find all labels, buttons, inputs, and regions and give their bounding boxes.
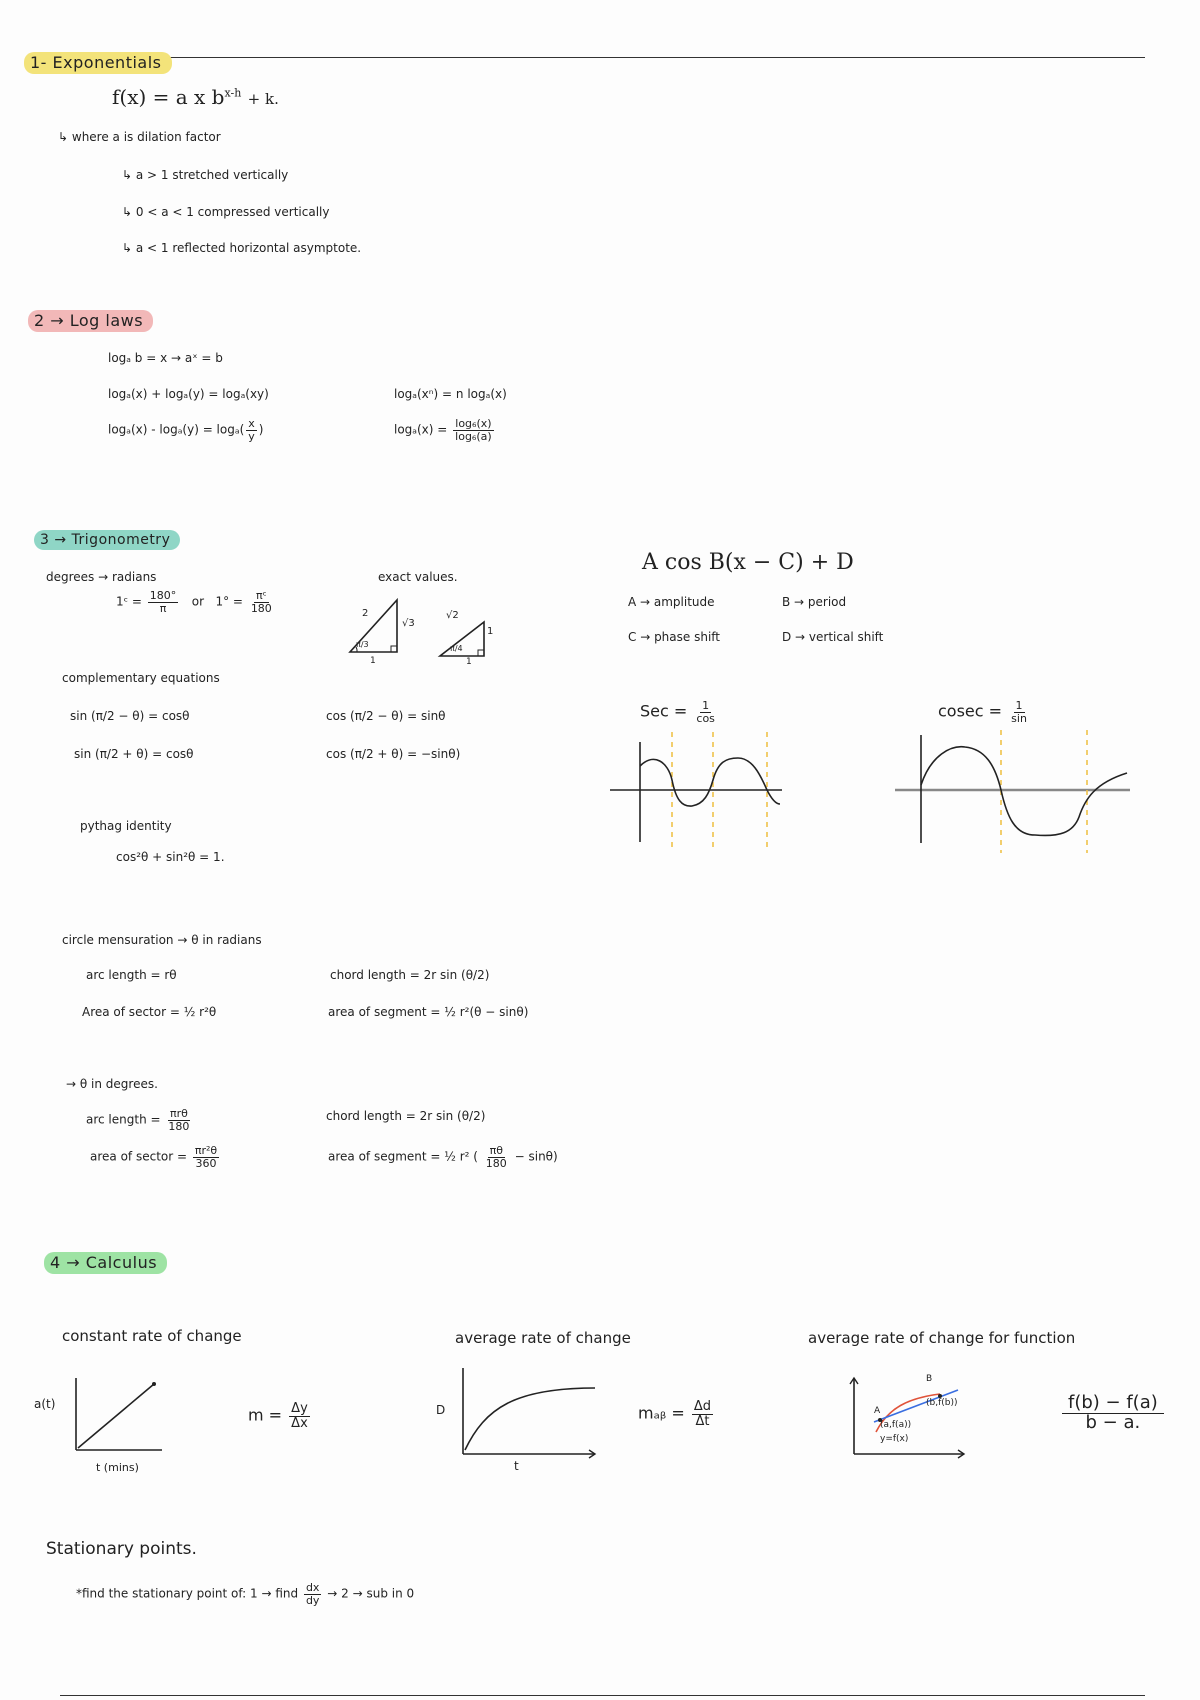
sec-num: 1 [702,699,710,712]
log-power-law: logₐ(xⁿ) = n logₐ(x) [394,387,507,401]
log-quotient-den: y [248,429,255,443]
sec-lhs: Sec = [640,701,688,721]
log-change-den: log₆(a) [455,429,492,443]
log-change-lhs: logₐ(x) = [394,422,448,437]
trig-conversions [116,590,276,614]
constant-rate-graph [70,1378,170,1456]
const-m-lhs: m = [248,1405,283,1425]
log-heading: 2 → Log laws [28,310,153,332]
bottom-rule [60,1695,1145,1696]
sector-deg-den: 360 [195,1156,217,1170]
avg-m-num: Δd [693,1399,712,1414]
chord-length-degrees: chord length = 2r sin (θ/2) [326,1109,486,1123]
sec-den: cos [696,711,715,725]
func-rate-heading: average rate of change for function [808,1329,1076,1347]
tri2-opp: 1 [487,626,494,637]
tri2-hyp: √2 [446,610,459,621]
cosec-frac [1009,700,1029,724]
avg-m-den: Δt [695,1413,710,1429]
exp-heading: 1- Exponentials [24,52,172,74]
func-rate-den: b − a. [1085,1411,1141,1433]
calc-heading: 4 → Calculus [44,1252,167,1274]
log-quotient-lhs: logₐ(x) - logₐ(y) = logₐ [108,422,240,437]
sector-deg-frac [193,1145,219,1169]
func-label-fa: (a,f(a)) [880,1420,912,1430]
log-change-frac [453,418,494,442]
const-x-label: t (mins) [96,1461,139,1474]
exp-item-3-text: a < 1 reflected horizontal asymptote. [135,241,362,255]
stationary-step-a: *find the stationary point of: 1 → find [76,1586,299,1601]
stationary-step-b: → 2 → sub in 0 [327,1586,415,1601]
tri1-hyp: 2 [362,608,369,619]
exp-formula-lhs: f(x) = a x b [112,85,225,109]
trig-general-form: A cos B(x − C) + D [642,550,854,575]
chord-length-radians: chord length = 2r sin (θ/2) [330,968,490,982]
avg-y-label: D [436,1403,446,1417]
func-rate-formula [1060,1394,1166,1433]
log-change-num: log₆(x) [455,417,492,430]
conv-or: or [191,594,205,609]
segment-deg-lhs: area of segment = ½ r² ( [328,1149,478,1164]
log-product-law: logₐ(x) + logₐ(y) = logₐ(xy) [108,387,269,401]
segment-area-radians: area of segment = ½ r²(θ − sinθ) [328,1005,529,1019]
stationary-frac-den: dy [305,1593,320,1607]
const-rate-heading: constant rate of change [62,1327,242,1345]
avg-m-lhs: mₐᵦ = [638,1403,685,1423]
log-heading-wrap [28,310,153,332]
function-rate-graph [848,1378,968,1458]
avg-x-label: t [514,1459,519,1473]
sector-area-radians: Area of sector = ½ r²θ [82,1005,217,1019]
const-m-frac [289,1402,310,1430]
arc-length-degrees [86,1108,193,1132]
average-rate-graph [455,1368,605,1458]
sec-definition [640,700,719,724]
trig-amplitude: A → amplitude [628,595,715,609]
comp-eq-4: cos (π/2 + θ) = −sinθ) [326,747,461,761]
stationary-frac [304,1582,322,1606]
trig-heading-wrap [34,530,180,550]
arc-deg-num: πrθ [169,1107,188,1120]
exp-item-1-text: a > 1 stretched vertically [135,168,289,182]
stationary-steps [76,1582,414,1606]
tri2-adj: 1 [466,657,472,667]
avg-rate-heading: average rate of change [455,1329,631,1347]
sector-deg-num: πr²θ [194,1144,218,1157]
cosec-lhs: cosec = [938,701,1003,721]
exp-item-2-text: 0 < a < 1 compressed vertically [135,205,330,219]
log-quotient-law: logₐ(x) - logₐ(y) = logₐ( $\frac{x}{y}$ ) [108,417,264,443]
conv1-num: 180° [149,589,177,602]
cosec-den: sin [1011,711,1027,725]
const-y-label: a(t) [34,1397,56,1411]
func-label-fb: (b,f(b)) [926,1398,958,1408]
arc-length-radians: arc length = rθ [86,968,177,982]
cosec-num: 1 [1015,699,1023,712]
conv1-den: π [159,601,167,615]
sec-graph [610,722,790,852]
trig-period: B → period [782,595,847,609]
exp-formula-exponent: x-h [224,86,242,100]
comp-eq-3: cos (π/2 − θ) = sinθ [326,709,446,723]
trig-heading: 3 → Trigonometry [34,530,180,550]
segment-deg-rhs: − sinθ) [514,1149,558,1164]
const-m-num: Δy [291,1401,308,1416]
cosec-graph [895,725,1135,855]
pythag-identity: cos²θ + sin²θ = 1. [116,850,225,864]
arc-deg-lhs: arc length = [86,1112,161,1127]
arc-deg-frac [166,1108,191,1132]
arc-deg-den: 180 [168,1119,190,1133]
tri1-adj: 1 [370,656,376,666]
exp-item-2: ↳ 0 < a < 1 compressed vertically [122,205,330,219]
exact-values-heading: exact values. [378,570,458,584]
trig-deg-rad: degrees → radians [46,570,157,584]
exp-formula [112,86,279,109]
func-label-b: B [926,1374,933,1384]
pythag-heading: pythag identity [80,819,172,833]
complementary-heading: complementary equations [62,671,220,685]
log-quotient-frac [246,418,257,442]
log-change-of-base [394,418,496,442]
cosec-definition [938,700,1031,724]
log-definition: logₐ b = x → aˣ = b [108,351,223,365]
sector-area-degrees [90,1145,221,1169]
comp-eq-1: sin (π/2 − θ) = cosθ [70,709,190,723]
log-quotient-num: x [248,417,255,430]
trig-phase-shift: C → phase shift [628,630,720,644]
circle-heading: circle mensuration → θ in radians [62,933,262,947]
stationary-heading: Stationary points. [46,1539,197,1559]
segment-area-degrees [328,1145,558,1169]
sec-frac [694,700,717,724]
const-m-den: Δx [291,1415,308,1431]
conv2-frac [249,590,274,614]
exp-where: ↳ where a is dilation factor [58,130,221,144]
const-gradient [248,1402,312,1430]
tri1-angle: π/3 [356,640,369,649]
exp-where-text: where a is dilation factor [71,130,221,144]
exp-item-1: ↳ a > 1 stretched vertically [122,168,289,182]
conv1-frac [148,590,179,614]
exp-heading-wrap [24,52,172,74]
segment-deg-frac [484,1145,509,1169]
segment-deg-num: πθ [489,1144,503,1157]
sector-deg-lhs: area of sector = [90,1149,188,1164]
tri1-opp: √3 [402,618,415,629]
stationary-frac-num: dx [305,1581,320,1594]
exact-value-triangle-1 [345,592,405,662]
conv1-lhs: 1ᶜ = [116,594,142,609]
segment-deg-den: 180 [485,1156,507,1170]
conv2-den: 180 [250,601,272,615]
calc-heading-wrap [44,1252,167,1274]
top-rule [60,57,1145,58]
func-label-y: y=f(x) [880,1434,909,1444]
conv2-num: πᶜ [255,589,267,602]
func-label-a: A [874,1406,881,1416]
func-rate-frac [1062,1394,1164,1433]
comp-eq-2: sin (π/2 + θ) = cosθ [74,747,194,761]
exp-item-3: ↳ a < 1 reflected horizontal asymptote. [122,241,362,255]
avg-m-frac [692,1400,713,1428]
func-rate-num: f(b) − f(a) [1062,1394,1164,1414]
tri2-angle: π/4 [450,644,463,653]
conv2-lhs: 1° = [215,594,243,609]
avg-gradient [638,1400,715,1428]
exp-formula-rhs: + k. [247,90,279,108]
trig-vertical-shift: D → vertical shift [782,630,884,644]
degrees-heading: → θ in degrees. [66,1077,158,1091]
